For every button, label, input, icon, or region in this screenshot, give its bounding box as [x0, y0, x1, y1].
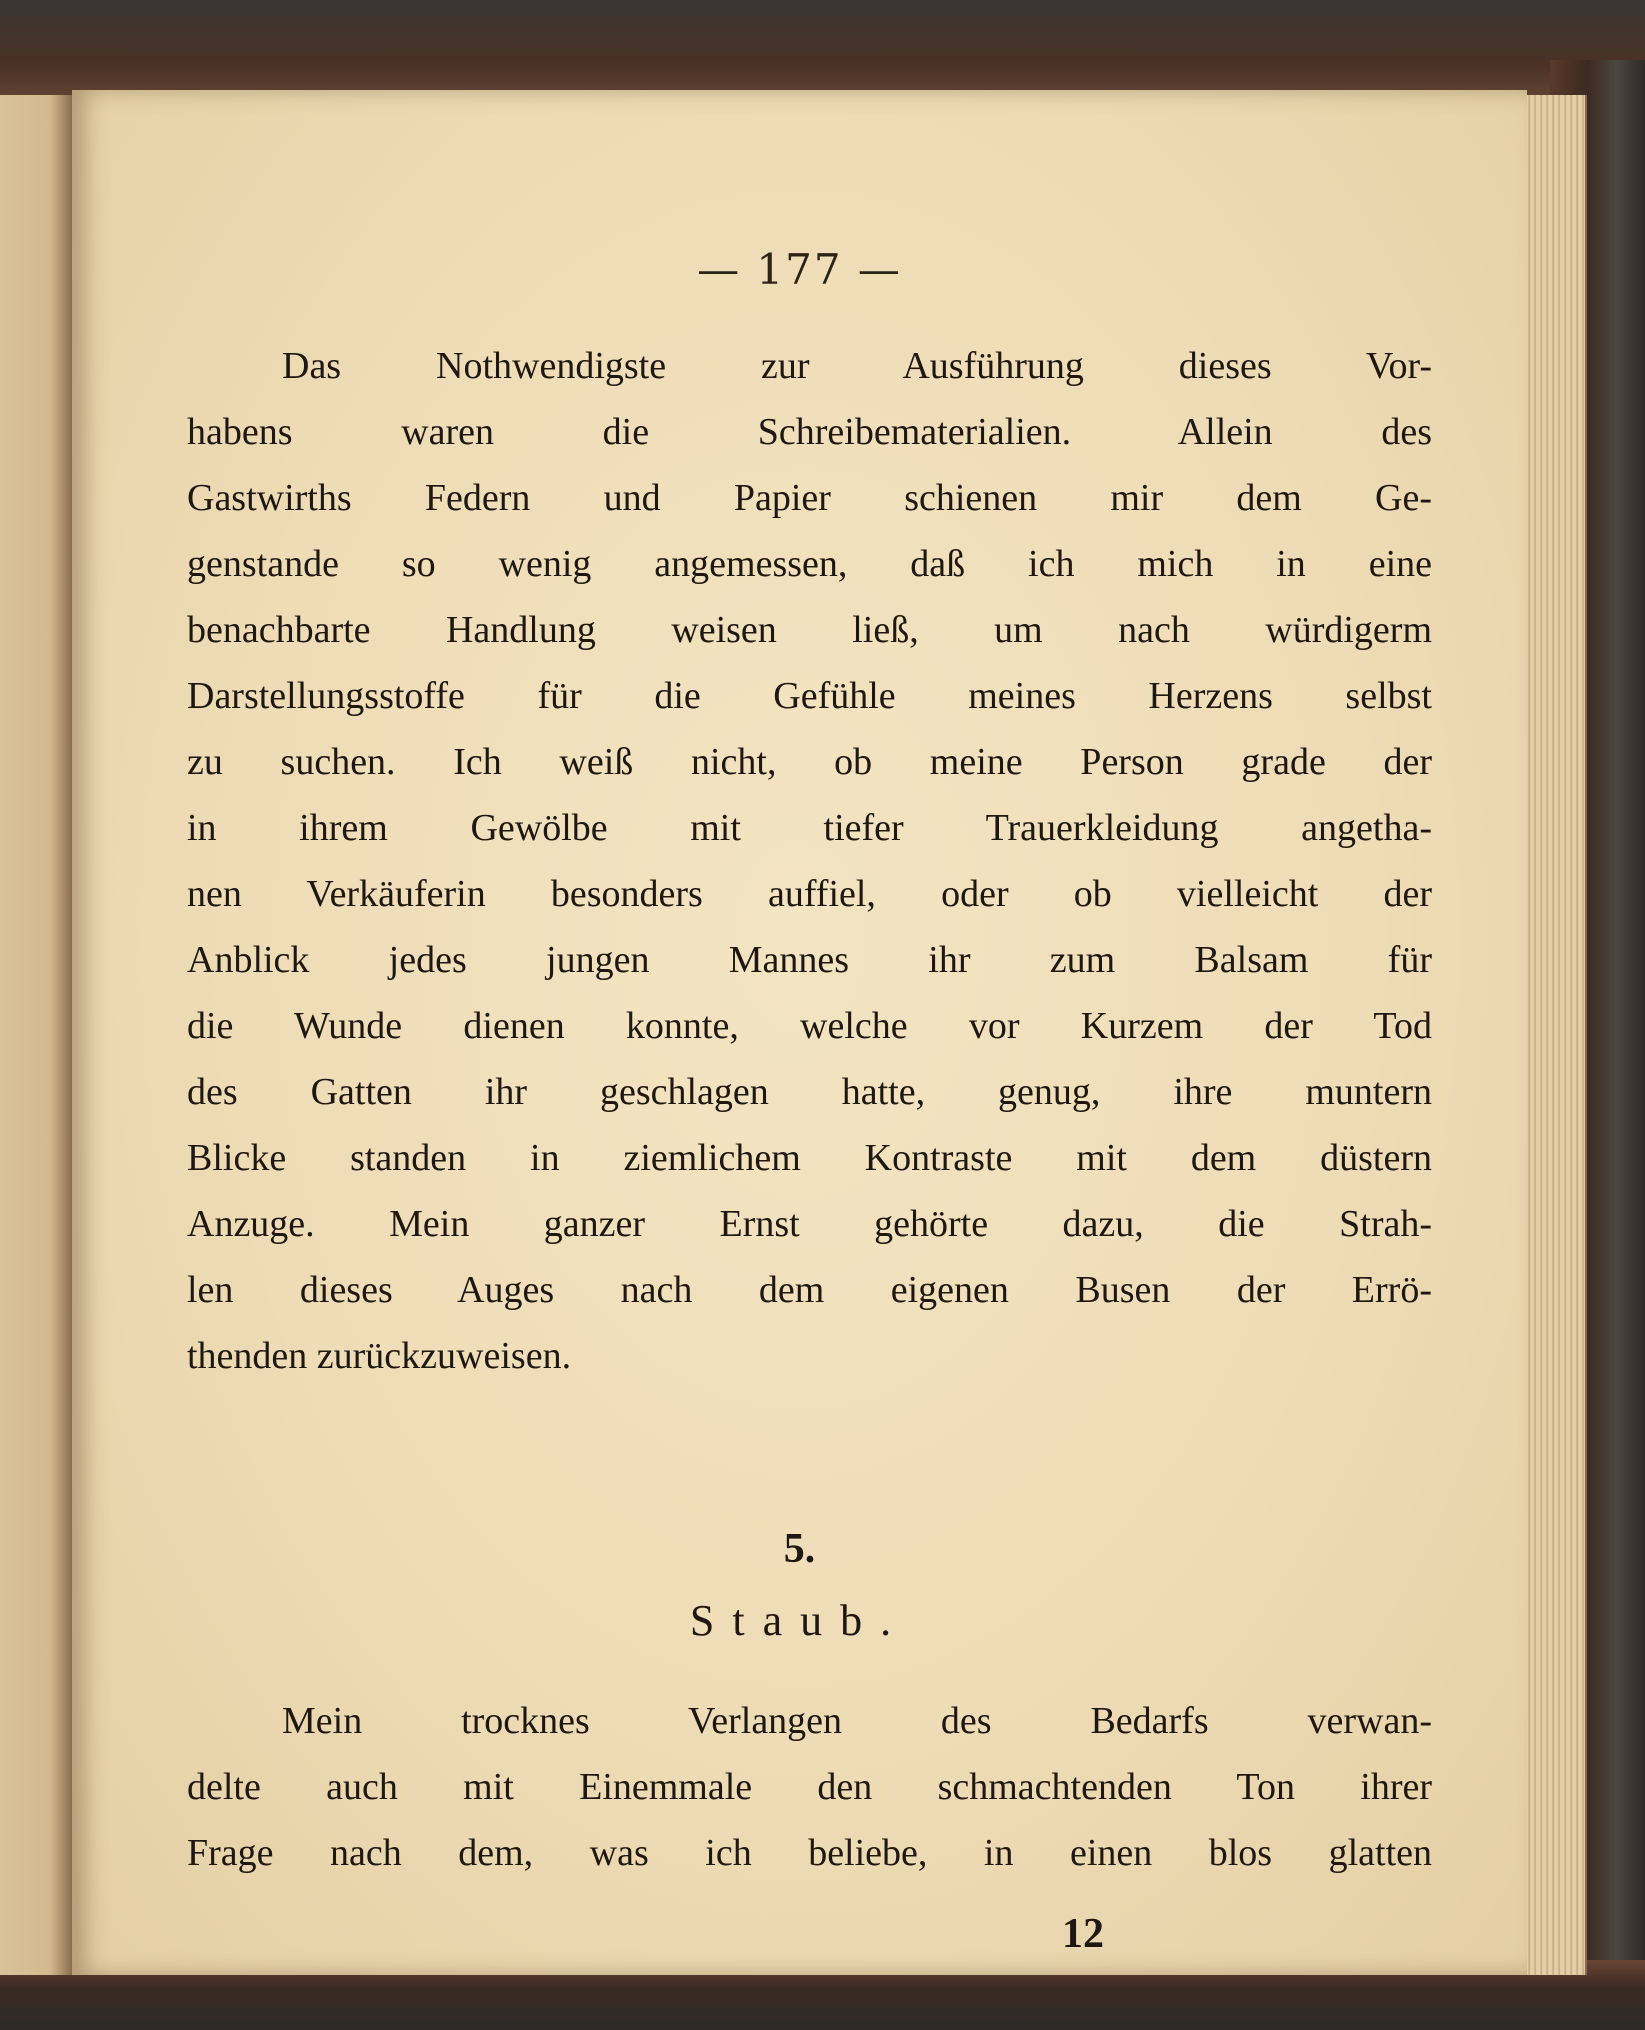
text-line: genstande so wenig angemessen, daß ich mich in eine [187, 543, 1432, 585]
text-line: benachbarte Handlung weisen ließ, um nach würdigerm [187, 609, 1432, 651]
text-line: Darstellungsstoffe für die Gefühle meines Herzens selbst [187, 675, 1432, 717]
paragraph-2 [187, 1688, 1432, 1886]
text-line: nen Verkäuferin besonders auffiel, oder ob vielleicht der [187, 873, 1432, 915]
text-line: Das Nothwendigste zur Ausführung dieses Vor- [282, 345, 1432, 387]
text-line: Mein trocknes Verlangen des Bedarfs verwan- [282, 1700, 1432, 1742]
section-title: Staub. [689, 1596, 910, 1645]
signature-mark: 12 [1062, 1911, 1104, 1957]
book-page [72, 90, 1527, 1975]
text-line: Anblick jedes jungen Mannes ihr zum Balsam für [187, 939, 1432, 981]
text-line: die Wunde dienen konnte, welche vor Kurzem der Tod [187, 1005, 1432, 1047]
text-line: delte auch mit Einemmale den schmachtenden Ton ihrer [187, 1766, 1432, 1808]
page-block-edges [1525, 95, 1587, 1975]
paragraph-1 [187, 333, 1432, 1389]
text-line: thenden zurückzuweisen. [187, 1335, 572, 1377]
text-line: Blicke standen in ziemlichem Kontraste mit dem düstern [187, 1137, 1432, 1179]
text-line: len dieses Auges nach dem eigenen Busen der Errö- [187, 1269, 1432, 1311]
text-line: in ihrem Gewölbe mit tiefer Trauerkleidung angetha- [187, 807, 1432, 849]
text-line: Frage nach dem, was ich beliebe, in einen blos glatten [187, 1832, 1432, 1874]
text-line: Gastwirths Federn und Papier schienen mir dem Ge- [187, 477, 1432, 519]
text-line: Anzuge. Mein ganzer Ernst gehörte dazu, die Strah- [187, 1203, 1432, 1245]
facing-page-edge [0, 95, 72, 1975]
text-line: habens waren die Schreibematerialien. Allein des [187, 411, 1432, 453]
text-line: zu suchen. Ich weiß nicht, ob meine Person grade der [187, 741, 1432, 783]
section-number: 5. [783, 1526, 816, 1572]
page-number: — 177 — [697, 245, 902, 294]
text-line: des Gatten ihr geschlagen hatte, genug, ihre muntern [187, 1071, 1432, 1113]
